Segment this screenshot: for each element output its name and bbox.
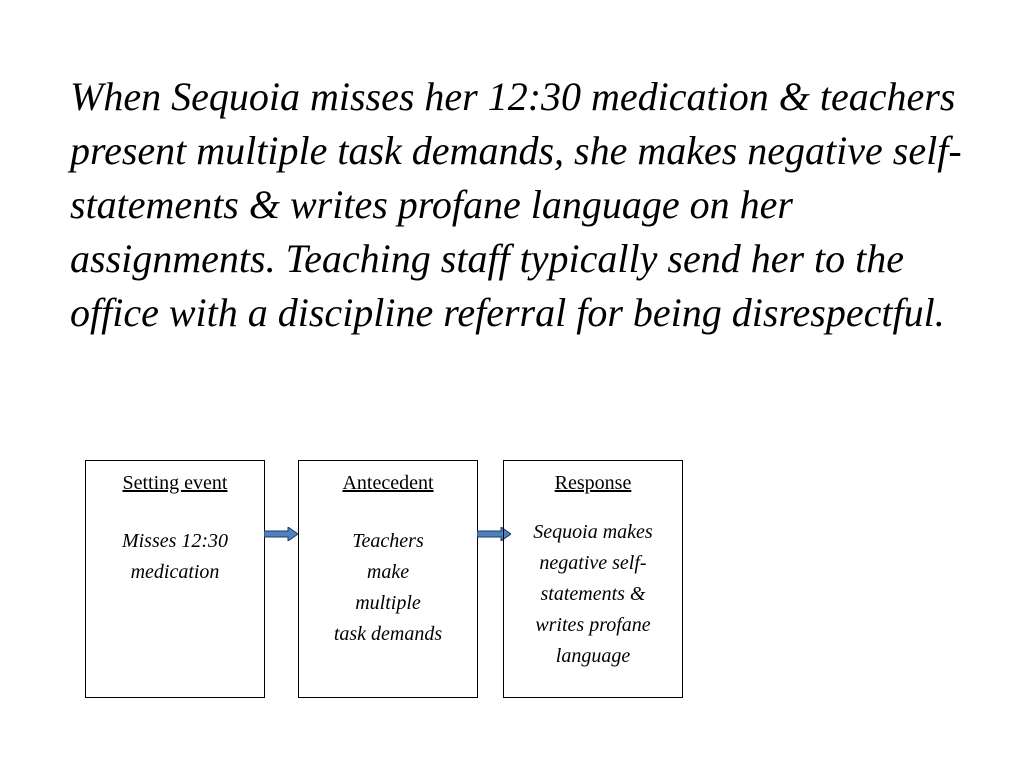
setting-event-box	[85, 460, 265, 698]
antecedent-heading: Antecedent	[342, 472, 434, 494]
antecedent-box	[298, 460, 478, 698]
antecedent-text: Teachers make multiple task demands	[333, 530, 443, 645]
response-box	[503, 460, 683, 698]
response-heading: Response	[554, 472, 632, 494]
arrow-right-icon	[264, 527, 298, 541]
setting-event-text: Misses 12:30 medication	[121, 530, 229, 583]
scenario-paragraph: When Sequoia misses her 12:30 medication & teachers present multiple task demands, she makes negative self-statements & writes profane language on her assignments. Teaching staff typically send her to the office with a discipline referral for being disrespectful.	[70, 74, 962, 335]
setting-event-heading: Setting event	[122, 472, 228, 494]
response-text: Sequoia makes negative self- statements & writes profane language	[533, 521, 653, 667]
